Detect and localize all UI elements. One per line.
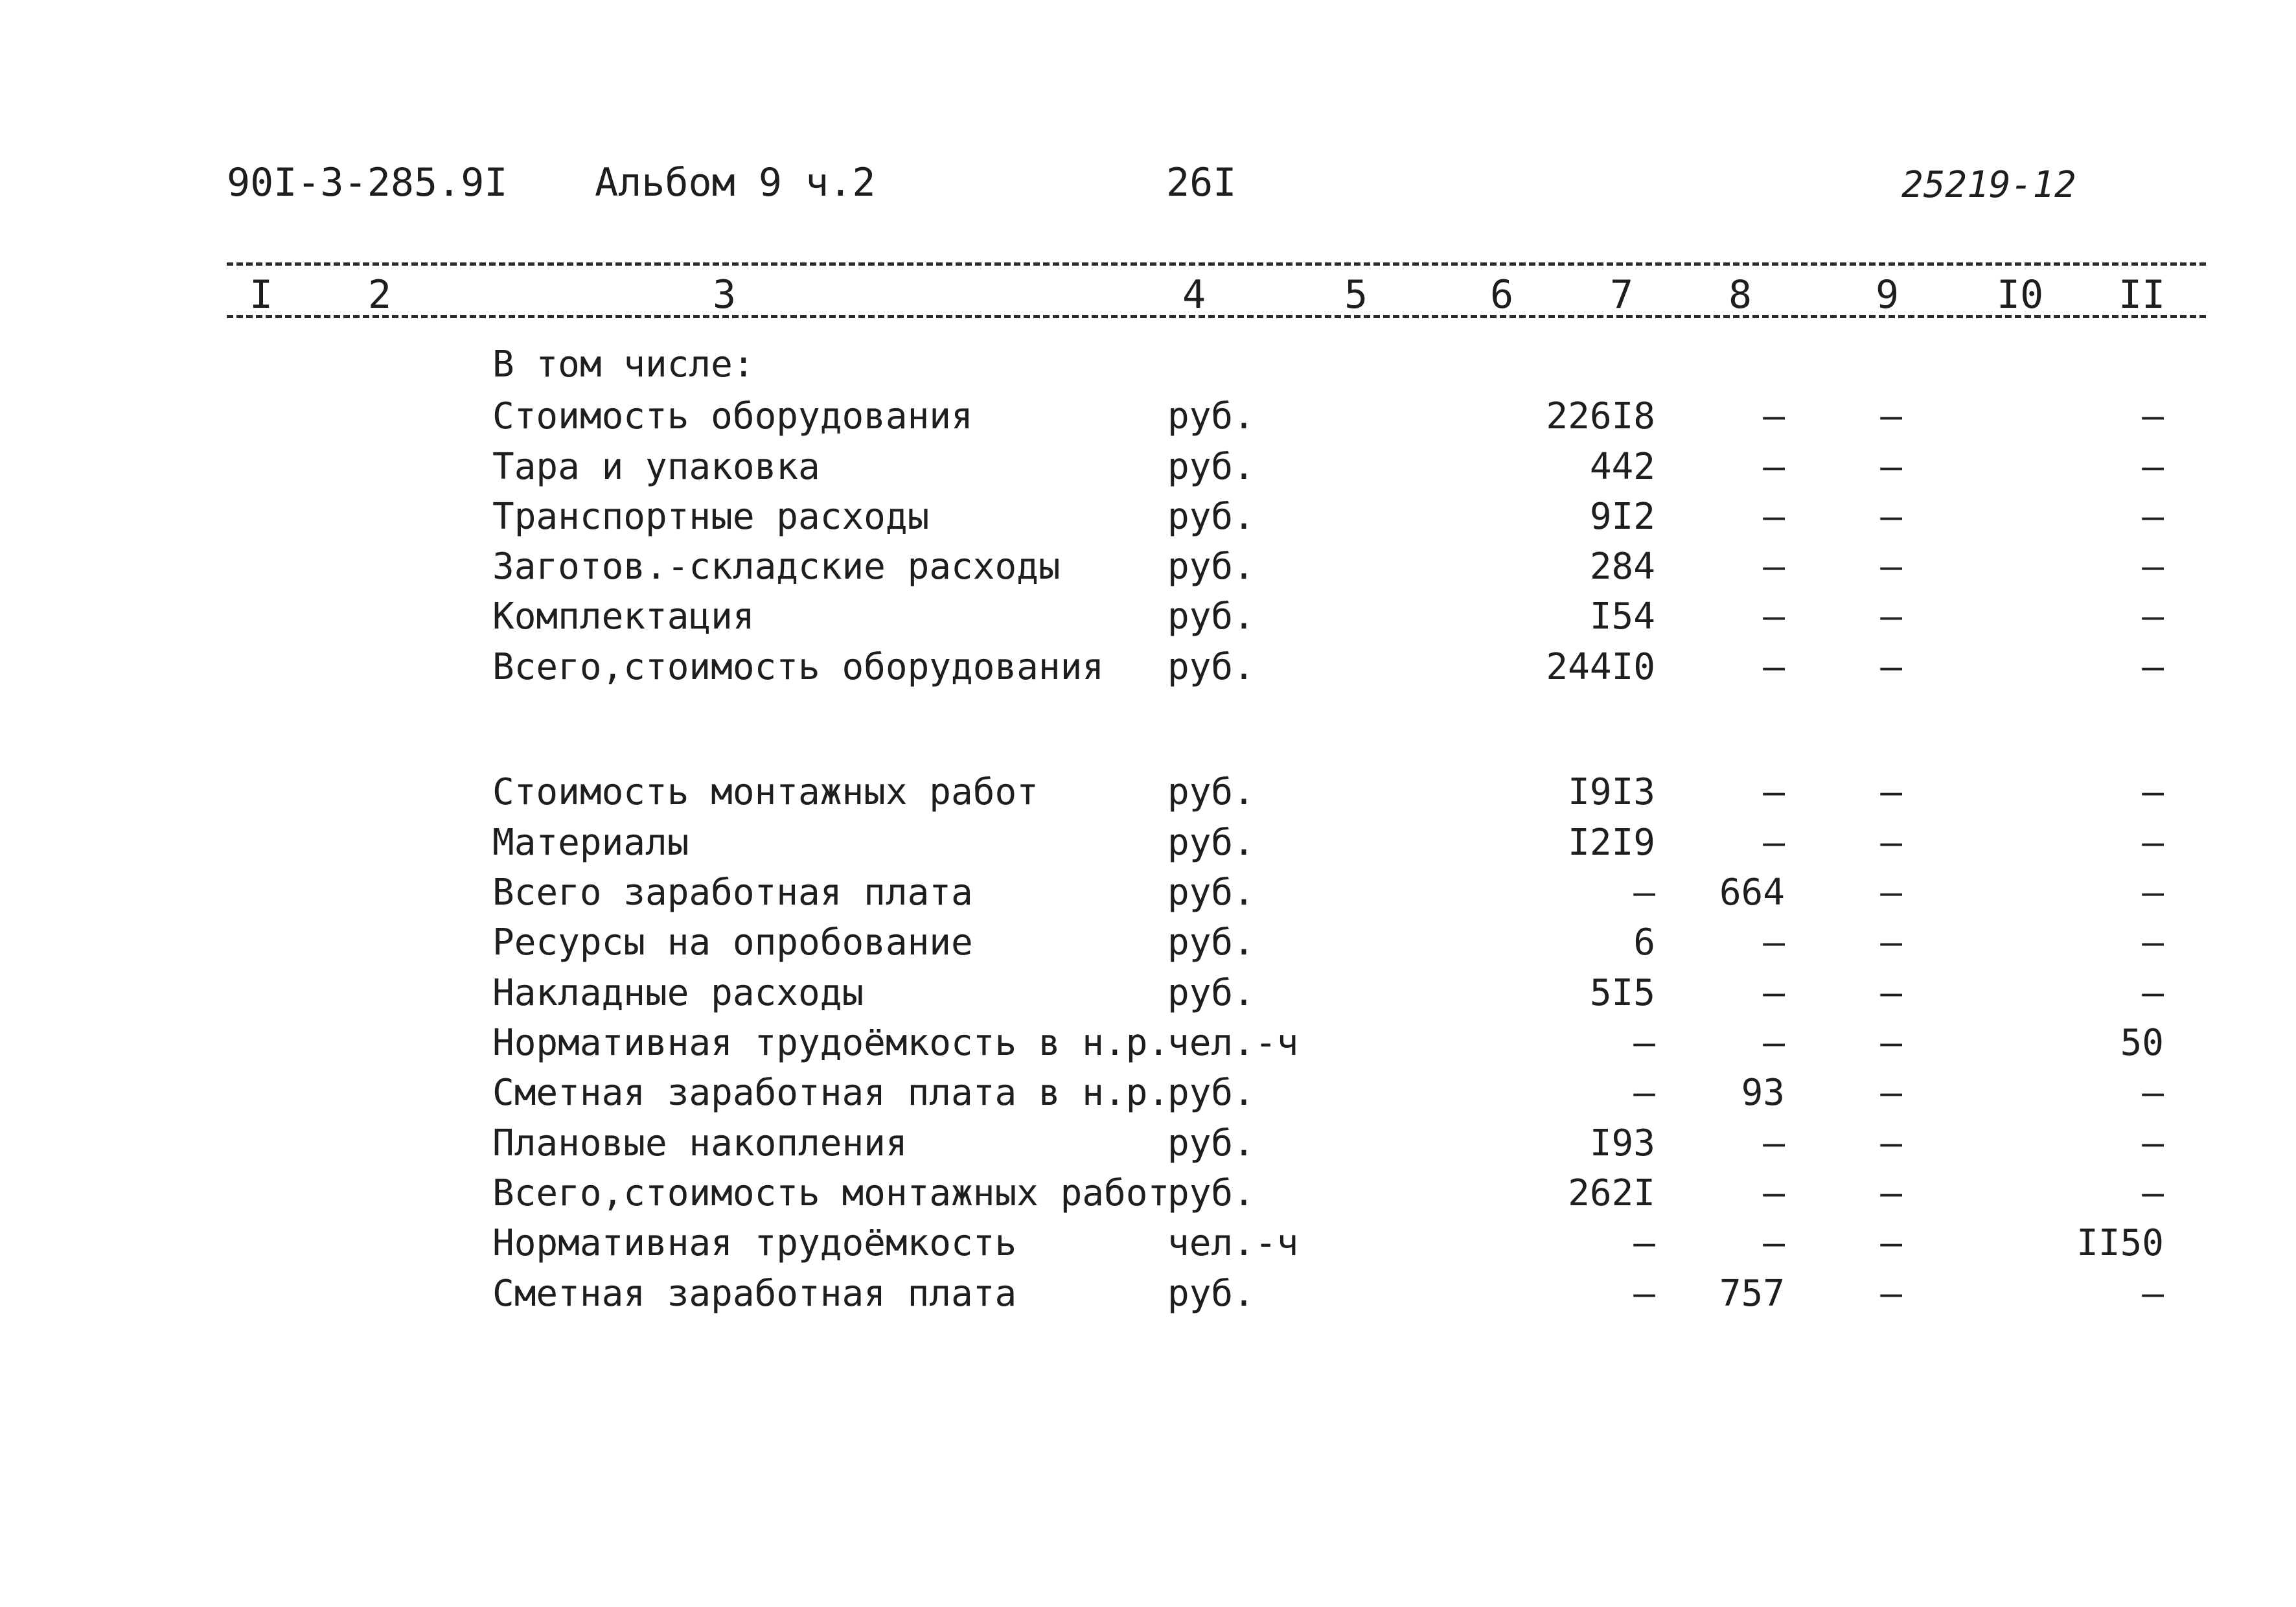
cell-col-7: 9I2 — [1589, 496, 1655, 538]
row-label: Нормативная трудоёмкость в н.р. — [492, 1022, 1170, 1064]
cell-col-11: – — [2142, 1273, 2164, 1315]
cell-col-7: 244I0 — [1546, 646, 1655, 688]
cell-col-9: – — [1880, 1122, 1902, 1164]
row-label: Стоимость оборудования — [492, 395, 973, 437]
cell-col-7: I54 — [1589, 595, 1655, 638]
row-unit: чел.-ч — [1167, 1022, 1299, 1064]
row-unit: руб. — [1167, 1122, 1255, 1164]
cell-col-9: – — [1880, 595, 1902, 638]
row-unit: руб. — [1167, 595, 1255, 638]
column-number-11: II — [2118, 272, 2166, 318]
row-unit: руб. — [1167, 1273, 1255, 1315]
cell-col-8: – — [1763, 646, 1785, 688]
row-label: Сметная заработная плата в н.р. — [492, 1072, 1170, 1114]
page-number: 26I — [1166, 160, 1237, 205]
cell-col-9: – — [1880, 1222, 1902, 1264]
cell-col-11: II50 — [2076, 1222, 2164, 1264]
cell-col-11: – — [2142, 822, 2164, 864]
row-label: Материалы — [492, 822, 689, 864]
row-unit: руб. — [1167, 771, 1255, 813]
row-label: Всего,стоимость монтажных работ — [492, 1172, 1170, 1214]
row-unit: руб. — [1167, 822, 1255, 864]
document-code: 90I-3-285.9I — [227, 160, 508, 205]
row-unit: руб. — [1167, 395, 1255, 437]
cell-col-11: – — [2142, 771, 2164, 813]
column-header-bottom-rule — [227, 315, 2206, 318]
column-number-8: 8 — [1728, 272, 1752, 318]
column-number-5: 5 — [1344, 272, 1368, 318]
cell-col-11: – — [2142, 872, 2164, 914]
column-header-top-rule — [227, 262, 2206, 266]
cell-col-7: 442 — [1589, 446, 1655, 488]
cell-col-9: – — [1880, 546, 1902, 588]
row-label: Всего заработная плата — [492, 872, 973, 914]
cell-col-11: – — [2142, 921, 2164, 964]
cell-col-9: – — [1880, 395, 1902, 437]
row-unit: руб. — [1167, 546, 1255, 588]
cell-col-11: – — [2142, 646, 2164, 688]
column-number-9: 9 — [1876, 272, 1900, 318]
cell-col-8: – — [1763, 1172, 1785, 1214]
row-unit: чел.-ч — [1167, 1222, 1299, 1264]
row-label: Стоимость монтажных работ — [492, 771, 1039, 813]
cell-col-9: – — [1880, 1273, 1902, 1315]
cell-col-11: – — [2142, 972, 2164, 1014]
row-label: Ресурсы на опробование — [492, 921, 973, 964]
row-unit: руб. — [1167, 1072, 1255, 1114]
cell-col-8: – — [1763, 1122, 1785, 1164]
column-number-1: I — [249, 272, 273, 318]
row-label: Заготов.-складские расходы — [492, 546, 1061, 588]
cell-col-8: – — [1763, 1022, 1785, 1064]
row-unit: руб. — [1167, 921, 1255, 964]
cell-col-9: – — [1880, 872, 1902, 914]
row-unit: руб. — [1167, 972, 1255, 1014]
cell-col-7: 284 — [1589, 546, 1655, 588]
cell-col-7: 226I8 — [1546, 395, 1655, 437]
column-number-3: 3 — [713, 272, 737, 318]
cell-col-7: – — [1633, 1022, 1655, 1064]
cell-col-7: 6 — [1633, 921, 1655, 964]
cell-col-11: – — [2142, 1072, 2164, 1114]
row-unit: руб. — [1167, 446, 1255, 488]
cell-col-11: – — [2142, 395, 2164, 437]
row-label: Плановые накопления — [492, 1122, 908, 1164]
section-intro: В том числе: — [492, 343, 755, 386]
cell-col-11: – — [2142, 595, 2164, 638]
row-label: Нормативная трудоёмкость — [492, 1222, 1017, 1264]
cell-col-7: I93 — [1589, 1122, 1655, 1164]
column-number-4: 4 — [1182, 272, 1206, 318]
inventory-number: 25219-12 — [1901, 164, 2076, 206]
cell-col-9: – — [1880, 496, 1902, 538]
cell-col-11: – — [2142, 546, 2164, 588]
cell-col-8: 93 — [1741, 1072, 1785, 1114]
cell-col-7: – — [1633, 1273, 1655, 1315]
column-number-10: I0 — [1997, 272, 2044, 318]
row-label: Накладные расходы — [492, 972, 864, 1014]
row-label: Комплектация — [492, 595, 755, 638]
cell-col-9: – — [1880, 1022, 1902, 1064]
cell-col-9: – — [1880, 921, 1902, 964]
cell-col-8: – — [1763, 395, 1785, 437]
cell-col-9: – — [1880, 771, 1902, 813]
row-unit: руб. — [1167, 872, 1255, 914]
cell-col-7: – — [1633, 1222, 1655, 1264]
cell-col-7: I9I3 — [1568, 771, 1655, 813]
row-label: Тара и упаковка — [492, 446, 820, 488]
cell-col-11: – — [2142, 1172, 2164, 1214]
cell-col-8: – — [1763, 546, 1785, 588]
cell-col-9: – — [1880, 1172, 1902, 1214]
cell-col-8: – — [1763, 822, 1785, 864]
cell-col-8: – — [1763, 771, 1785, 813]
cell-col-9: – — [1880, 1072, 1902, 1114]
cell-col-11: 50 — [2120, 1022, 2164, 1064]
cell-col-9: – — [1880, 446, 1902, 488]
cell-col-9: – — [1880, 646, 1902, 688]
cell-col-8: – — [1763, 595, 1785, 638]
cell-col-7: 262I — [1568, 1172, 1655, 1214]
cell-col-8: – — [1763, 972, 1785, 1014]
cell-col-9: – — [1880, 972, 1902, 1014]
cell-col-8: – — [1763, 496, 1785, 538]
cell-col-7: 5I5 — [1589, 972, 1655, 1014]
cell-col-8: 757 — [1719, 1273, 1785, 1315]
column-number-7: 7 — [1610, 272, 1634, 318]
column-number-6: 6 — [1490, 272, 1514, 318]
row-label: Сметная заработная плата — [492, 1273, 1017, 1315]
row-unit: руб. — [1167, 1172, 1255, 1214]
cell-col-8: – — [1763, 921, 1785, 964]
cell-col-7: – — [1633, 1072, 1655, 1114]
cell-col-7: – — [1633, 872, 1655, 914]
row-unit: руб. — [1167, 646, 1255, 688]
cell-col-7: I2I9 — [1568, 822, 1655, 864]
column-number-2: 2 — [368, 272, 392, 318]
row-label: Всего,стоимость оборудования — [492, 646, 1105, 688]
cell-col-8: – — [1763, 446, 1785, 488]
album-label: Альбом 9 ч.2 — [595, 160, 876, 205]
cell-col-11: – — [2142, 446, 2164, 488]
cell-col-9: – — [1880, 822, 1902, 864]
cell-col-11: – — [2142, 1122, 2164, 1164]
row-label: Транспортные расходы — [492, 496, 930, 538]
row-unit: руб. — [1167, 496, 1255, 538]
cell-col-8: 664 — [1719, 872, 1785, 914]
cell-col-8: – — [1763, 1222, 1785, 1264]
cell-col-11: – — [2142, 496, 2164, 538]
